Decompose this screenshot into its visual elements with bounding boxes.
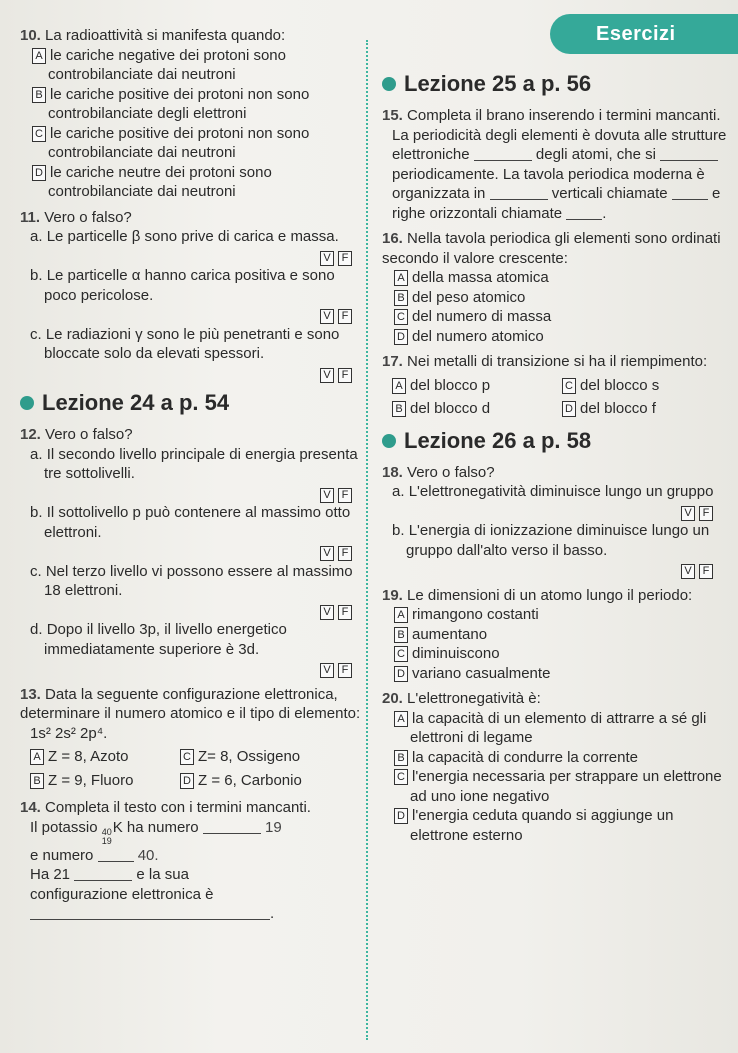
option-text: le cariche positive dei protoni non sono controbilanciate dai neutroni <box>48 124 310 161</box>
true-box[interactable]: V <box>320 309 334 324</box>
blank-field[interactable] <box>660 148 718 161</box>
bullet-icon <box>382 434 396 448</box>
question-12 <box>20 425 366 679</box>
true-false-boxes <box>382 560 727 580</box>
statement-c <box>30 325 366 364</box>
true-box[interactable]: V <box>681 564 695 579</box>
blank-field[interactable] <box>74 868 132 881</box>
blank-field[interactable] <box>490 187 548 200</box>
true-box[interactable]: V <box>320 251 334 266</box>
true-false-boxes <box>20 364 366 384</box>
lesson-title: Lezione 24 a p. 54 <box>42 390 230 415</box>
false-box[interactable]: F <box>338 605 352 620</box>
fill-line-2 <box>30 846 366 866</box>
blank-field[interactable] <box>203 821 261 834</box>
option-text: le cariche neutre dei protoni sono controbilanciate dai neutroni <box>48 163 272 200</box>
right-column <box>382 26 727 851</box>
option-letter: D <box>180 773 194 789</box>
option-b[interactable] <box>392 288 727 308</box>
electron-configuration: 1s² 2s² 2p⁴. <box>30 724 108 742</box>
question-number: 18. <box>382 463 403 481</box>
option-d[interactable] <box>562 399 712 419</box>
lesson-25-heading <box>382 70 727 98</box>
question-17 <box>382 352 727 419</box>
handwritten-answer: 19 <box>264 818 282 836</box>
statement-text: Nel terzo livello vi possono essere al massimo 18 elettroni. <box>44 562 353 599</box>
question-prompt: Completa il brano inserendo i termini mancanti. <box>407 107 721 124</box>
question-19 <box>382 586 727 684</box>
option-letter: C <box>32 126 46 142</box>
text-fragment: Ha 21 <box>30 866 71 883</box>
statement-label: a. <box>392 483 405 500</box>
true-box[interactable]: V <box>320 488 334 503</box>
option-a[interactable] <box>392 376 562 396</box>
true-box[interactable]: V <box>681 506 695 521</box>
option-text: Z= 8, Ossigeno <box>198 748 301 765</box>
option-text: del numero atomico <box>412 327 544 345</box>
mass-number: 40 <box>101 826 112 837</box>
option-text: del numero di massa <box>412 308 552 325</box>
option-c[interactable] <box>180 747 350 767</box>
statement-label: d. <box>30 621 43 638</box>
question-number: 16. <box>382 230 403 247</box>
question-14 <box>20 798 366 924</box>
question-13 <box>20 685 366 791</box>
question-number: 13. <box>20 685 41 703</box>
option-b[interactable] <box>392 748 727 768</box>
isotope-notation <box>102 828 112 846</box>
option-text: della massa atomica <box>412 269 549 286</box>
options-grid <box>392 376 727 419</box>
question-prompt: Vero o falso? <box>44 208 132 226</box>
element-symbol: K <box>112 818 123 836</box>
blank-field[interactable] <box>672 187 708 200</box>
text-fragment: orizzontali chiamate <box>429 204 563 222</box>
option-text: del blocco f <box>580 400 656 417</box>
blank-field[interactable] <box>474 148 532 161</box>
statement-label: a. <box>30 228 43 245</box>
option-text: Z = 9, Fluoro <box>48 771 134 789</box>
option-text: del peso atomico <box>412 288 526 306</box>
option-d[interactable] <box>392 664 727 684</box>
text-fragment: . <box>270 905 275 922</box>
option-b[interactable] <box>30 85 366 124</box>
option-a[interactable] <box>392 709 727 748</box>
text-fragment: periodicamente. La tavola periodica moderna è organizzata in <box>392 165 705 202</box>
option-text: aumentano <box>412 625 488 643</box>
option-d[interactable] <box>180 771 350 791</box>
options-grid <box>30 747 366 790</box>
option-text: la capacità di condurre la corrente <box>412 748 638 766</box>
question-number: 20. <box>382 690 403 707</box>
lesson-title: Lezione 25 a p. 56 <box>404 71 592 96</box>
true-false-boxes <box>20 305 366 325</box>
option-letter: A <box>32 48 46 64</box>
bullet-icon <box>382 77 396 91</box>
statement-text: L'elettronegatività diminuisce lungo un gruppo <box>408 483 714 500</box>
question-10 <box>20 26 366 202</box>
option-letter: C <box>180 749 194 765</box>
option-letter: D <box>394 808 408 824</box>
statement-label: b. <box>30 504 43 521</box>
fill-line-1 <box>30 818 366 846</box>
text-fragment: configurazione elettronica è <box>30 885 214 903</box>
true-box[interactable]: V <box>320 546 334 561</box>
option-c[interactable] <box>562 376 712 396</box>
true-false-boxes <box>382 502 727 522</box>
text-fragment: . <box>602 204 607 222</box>
option-b[interactable] <box>392 625 727 645</box>
question-15 <box>382 106 727 223</box>
lesson-24-heading <box>20 389 366 417</box>
left-column <box>20 26 366 930</box>
option-c[interactable] <box>392 644 727 664</box>
option-letter: D <box>32 165 46 181</box>
option-letter: A <box>394 607 408 623</box>
option-text: rimangono costanti <box>412 606 539 623</box>
statement-text: Le particelle β sono prive di carica e massa. <box>46 228 339 245</box>
statement-text: Dopo il livello 3p, il livello energetico immediatamente superiore è 3d. <box>44 621 287 658</box>
column-divider <box>366 40 368 1040</box>
option-text: la capacità di un elemento di attrarre a sé gli elettroni di legame <box>410 709 707 746</box>
question-number: 14. <box>20 799 41 816</box>
true-false-boxes <box>20 542 366 562</box>
atomic-number: 19 <box>101 835 112 846</box>
option-letter: A <box>392 378 406 394</box>
statement-b <box>30 266 366 305</box>
question-prompt: Data la seguente configurazione elettronica, determinare il numero atomico e il tipo di elemento: <box>20 685 361 722</box>
option-text: Z = 6, Carbonio <box>198 771 302 789</box>
fill-line-5 <box>30 904 366 924</box>
statement-label: b. <box>30 267 43 284</box>
false-box[interactable]: F <box>338 663 352 678</box>
blank-field[interactable] <box>98 849 134 862</box>
text-fragment: e righe <box>392 185 721 222</box>
option-letter: C <box>394 309 408 325</box>
option-letter: D <box>394 329 408 345</box>
option-text: l'energia necessaria per strappare un elettrone ad uno ione negativo <box>410 768 722 805</box>
statement-text: Le radiazioni γ sono le più penetranti e sono bloccate solo da elevati spessori. <box>44 325 340 362</box>
option-text: diminuiscono <box>412 645 500 662</box>
question-prompt: Vero o falso? <box>45 426 133 443</box>
text-fragment: e numero <box>30 846 94 864</box>
question-prompt: Vero o falso? <box>407 463 495 481</box>
statement-a <box>30 227 366 247</box>
true-box[interactable]: V <box>320 368 334 383</box>
blank-field[interactable] <box>30 907 270 920</box>
question-11 <box>20 208 366 384</box>
option-a[interactable] <box>30 747 180 767</box>
statement-label: b. <box>392 522 405 539</box>
statement-c <box>30 562 366 601</box>
false-box[interactable]: F <box>338 488 352 503</box>
blank-field[interactable] <box>566 207 602 220</box>
statement-a <box>30 445 366 484</box>
true-false-boxes <box>20 247 366 267</box>
question-number: 11. <box>20 208 41 226</box>
option-text: del blocco s <box>580 376 660 394</box>
option-c[interactable] <box>392 767 727 806</box>
statement-d <box>30 620 366 659</box>
question-18 <box>382 463 727 580</box>
question-number: 12. <box>20 426 41 443</box>
question-number: 15. <box>382 107 403 124</box>
option-text: del blocco p <box>410 376 491 394</box>
option-letter: C <box>394 769 408 785</box>
statement-b <box>30 503 366 542</box>
text-fragment: verticali chiamate <box>551 185 668 202</box>
option-text: variano casualmente <box>412 664 551 682</box>
option-letter: C <box>562 378 576 394</box>
question-16 <box>382 229 727 346</box>
option-letter: A <box>394 711 408 727</box>
option-letter: D <box>394 666 408 682</box>
false-box[interactable]: F <box>338 546 352 561</box>
question-number: 19. <box>382 586 403 604</box>
option-a[interactable] <box>392 268 727 288</box>
option-b[interactable] <box>392 399 562 419</box>
statement-label: c. <box>30 562 42 580</box>
question-20 <box>382 689 727 845</box>
statement-label: a. <box>30 445 43 463</box>
question-number: 17. <box>382 353 403 370</box>
text-fragment: e la sua <box>136 866 189 883</box>
question-prompt: Completa il testo con i termini mancanti. <box>45 799 311 816</box>
option-d[interactable] <box>30 163 366 202</box>
option-d[interactable] <box>392 806 727 845</box>
option-letter: B <box>394 627 408 643</box>
option-text: le cariche negative dei protoni sono controbilanciate dai neutroni <box>48 46 286 83</box>
option-c[interactable] <box>392 307 727 327</box>
option-b[interactable] <box>30 771 180 791</box>
lesson-title: Lezione 26 a p. 58 <box>404 427 592 453</box>
false-box[interactable]: F <box>699 564 713 579</box>
fill-line-3 <box>30 865 366 885</box>
question-prompt: Le dimensioni di un atomo lungo il periodo: <box>407 586 693 604</box>
true-false-boxes <box>20 601 366 621</box>
option-letter: C <box>394 646 408 662</box>
option-a[interactable] <box>30 46 366 85</box>
statement-text: Le particelle α hanno carica positiva e sono poco pericolose. <box>44 267 335 304</box>
question-number: 10. <box>20 27 41 44</box>
false-box[interactable]: F <box>338 309 352 324</box>
esercizi-badge: Esercizi <box>550 14 738 54</box>
option-letter: A <box>394 270 408 286</box>
text-fragment: Il potassio <box>30 818 98 836</box>
statement-a <box>392 482 727 502</box>
fill-line-4 <box>30 885 366 905</box>
question-prompt: L'elettronegatività è: <box>407 690 541 707</box>
option-letter: B <box>30 773 44 789</box>
lesson-26-heading <box>382 427 727 455</box>
option-letter: B <box>32 87 46 103</box>
false-box[interactable]: F <box>338 251 352 266</box>
statement-text: L'energia di ionizzazione diminuisce lungo un gruppo dall'alto verso il basso. <box>406 522 710 559</box>
text-fragment: ha numero <box>126 818 199 836</box>
text-fragment: degli atomi, che si <box>535 146 656 163</box>
false-box[interactable]: F <box>338 368 352 383</box>
option-text: le cariche positive dei protoni non sono controbilanciate degli elettroni <box>48 85 310 122</box>
true-false-boxes <box>20 659 366 679</box>
option-c[interactable] <box>30 124 366 163</box>
option-text: del blocco d <box>410 400 491 417</box>
option-letter: B <box>394 290 408 306</box>
option-letter: D <box>562 401 576 417</box>
question-prompt: La radioattività si manifesta quando: <box>45 27 286 44</box>
statement-label: c. <box>30 325 42 343</box>
true-false-boxes <box>20 484 366 504</box>
statement-text: Il sottolivello p può contenere al massimo otto elettroni. <box>44 504 351 541</box>
question-prompt: Nei metalli di transizione si ha il riempimento: <box>407 353 708 370</box>
question-prompt: Nella tavola periodica gli elementi sono ordinati secondo il valore crescente: <box>382 230 721 267</box>
option-a[interactable] <box>392 605 727 625</box>
true-box[interactable]: V <box>320 605 334 620</box>
cloze-text <box>392 126 727 224</box>
option-text: l'energia ceduta quando si aggiunge un elettrone esterno <box>410 807 674 844</box>
option-letter: A <box>30 749 44 765</box>
text-fragment: La periodicità degli elementi è dovuta alle strutture elettroniche <box>392 126 727 163</box>
false-box[interactable]: F <box>699 506 713 521</box>
statement-b <box>392 521 727 560</box>
handwritten-answer: 40. <box>137 846 159 864</box>
option-letter: B <box>392 401 406 417</box>
bullet-icon <box>20 396 34 410</box>
option-letter: B <box>394 750 408 766</box>
spacer <box>382 26 727 64</box>
statement-text: Il secondo livello principale di energia presenta tre sottolivelli. <box>44 445 358 482</box>
option-text: Z = 8, Azoto <box>48 748 129 765</box>
true-box[interactable]: V <box>320 663 334 678</box>
option-d[interactable] <box>392 327 727 347</box>
